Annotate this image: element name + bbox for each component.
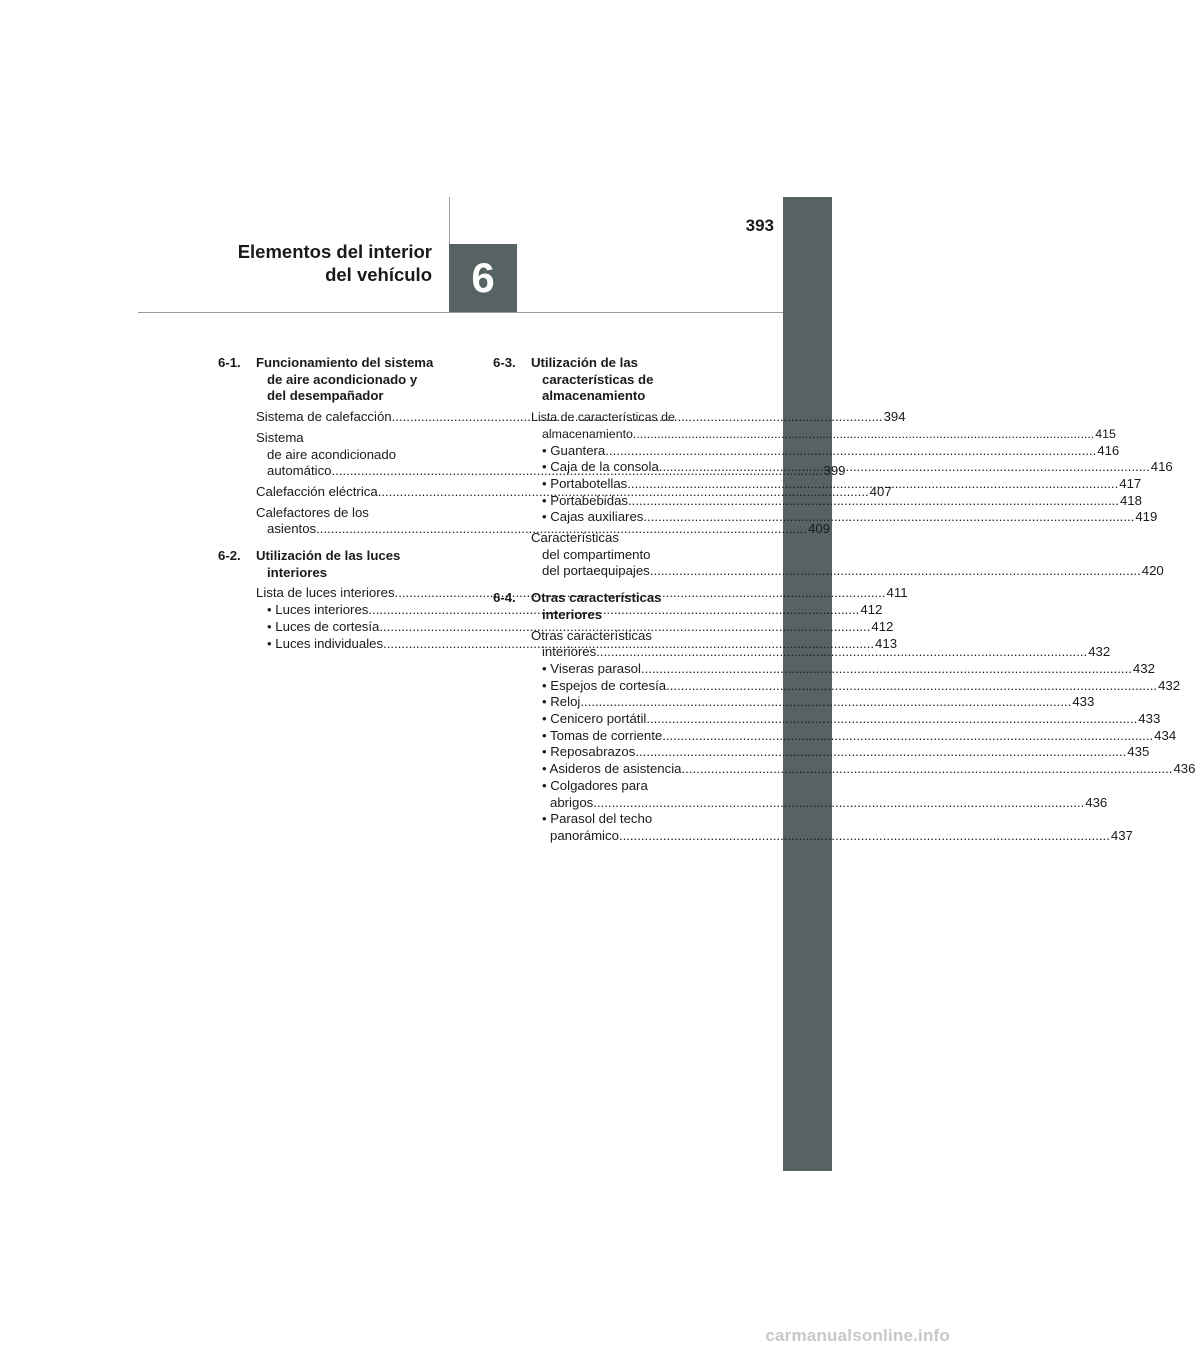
section-heading (218, 355, 467, 405)
toc-entry[interactable] (256, 602, 883, 619)
section-number: 6-4. (493, 590, 516, 606)
leader-dots (628, 493, 1119, 508)
entry-label: del compartimento (542, 546, 651, 562)
toc-entry[interactable] (531, 660, 1155, 678)
side-tab-notch (818, 1171, 832, 1172)
section-title-line: Utilización de las luces (256, 548, 401, 564)
entry-page: 409 (808, 521, 831, 537)
entry-label: interiores (542, 644, 597, 660)
entry-label: • Caja de la consola (542, 459, 659, 475)
entry-page: 432 (1158, 677, 1181, 693)
entry-page: 413 (875, 635, 898, 651)
entry-label: • Espejos de cortesía (542, 677, 667, 693)
header-divider (138, 312, 783, 313)
entry-page: 435 (1127, 744, 1150, 760)
entry-label: de aire acondicionado (267, 446, 397, 462)
entry-page: 433 (1138, 711, 1161, 727)
section-title-line: interiores (542, 606, 603, 622)
entry-label: • Luces de cortesía (267, 618, 380, 634)
entry-page: 433 (1072, 694, 1095, 710)
entry-label: • Luces individuales (267, 635, 384, 651)
leader-dots (662, 728, 1153, 743)
section-title-line: características de (542, 371, 654, 387)
entry-page: 420 (1141, 563, 1164, 579)
entry-page: 411 (886, 585, 908, 601)
entry-page: 416 (1150, 459, 1173, 475)
leader-dots (659, 459, 1150, 474)
entry-label: • Viseras parasol (542, 660, 641, 676)
chapter-title-line-2: del vehículo (325, 264, 432, 285)
entry-page: 418 (1119, 492, 1142, 508)
entry-page: 437 (1110, 827, 1133, 843)
leader-dots (635, 744, 1126, 759)
entry-label: • Asideros de asistencia (542, 761, 682, 777)
leader-dots (633, 427, 1094, 441)
entry-label: abrigos (550, 794, 594, 810)
toc-entry[interactable] (531, 492, 1142, 510)
leader-dots (666, 678, 1157, 693)
leader-dots (627, 476, 1118, 491)
entry-label: Lista de características de (531, 410, 675, 425)
section-title-line: Otras características (531, 590, 662, 606)
entry-page: 399 (823, 463, 846, 479)
page-number: 393 (745, 216, 774, 235)
entry-label: • Parasol del techo (542, 811, 653, 827)
entry-label: • Reloj (542, 694, 581, 710)
entry-page: 415 (1095, 426, 1116, 441)
section-title-line: de aire acondicionado y (267, 371, 418, 387)
entry-label: Otras características (531, 627, 652, 643)
entry-label: asientos (267, 521, 317, 537)
toc-entry[interactable] (531, 694, 1095, 711)
entry-label: • Tomas de corriente (542, 727, 663, 743)
leader-dots (641, 661, 1132, 676)
section-title (531, 590, 741, 623)
section-title-line: Funcionamiento del sistema (256, 355, 434, 370)
section-title-line: del desempañador (267, 388, 384, 404)
entry-page: 432 (1132, 660, 1155, 676)
toc-entry[interactable] (531, 777, 1108, 811)
leader-dots (682, 761, 1173, 776)
section-title-line: interiores (267, 564, 328, 580)
leader-dots (643, 509, 1134, 524)
section-title-line: Utilización de las (531, 355, 638, 370)
chapter-number-badge (449, 244, 517, 312)
toc-entry[interactable] (531, 811, 1133, 844)
entry-page: 432 (1088, 644, 1111, 660)
entry-label: • Reposabrazos (542, 744, 636, 760)
toc-entry[interactable] (531, 711, 1161, 728)
entry-label: Sistema de calefacción (256, 409, 392, 425)
entry-label: • Portabebidas (542, 492, 628, 508)
leader-dots (593, 795, 1084, 810)
entry-label: • Luces interiores (267, 602, 369, 618)
toc-entry[interactable] (531, 442, 1120, 460)
entry-label: Calefacción eléctrica (256, 483, 378, 499)
entry-page: 434 (1154, 727, 1177, 743)
leader-dots (596, 644, 1087, 659)
section-title-line: almacenamiento (542, 388, 646, 404)
entry-label: panorámico (550, 827, 619, 843)
toc-entry[interactable] (531, 677, 1181, 695)
entry-label: • Portabotellas (542, 475, 628, 491)
chapter-title-line-1: Elementos del interior (237, 241, 432, 262)
section-number: 6-2. (218, 548, 241, 564)
entry-page: 394 (883, 409, 906, 425)
entry-page: 436 (1085, 794, 1108, 810)
leader-dots (580, 694, 1071, 709)
entry-label: • Cajas auxiliares (542, 509, 644, 525)
entry-page: 412 (871, 618, 894, 634)
leader-dots (650, 563, 1141, 578)
leader-dots (619, 828, 1110, 843)
entry-page: 436 (1173, 761, 1195, 777)
toc-entry[interactable] (531, 530, 1164, 580)
entry-label: • Guantera (542, 442, 606, 458)
entry-label: Características (531, 530, 619, 546)
section-number: 6-3. (493, 355, 516, 370)
header-vertical-divider (449, 197, 450, 244)
section-title (256, 548, 467, 581)
entry-label: Lista de luces interiores (256, 585, 395, 601)
site-watermark: carmanualsonline.info (765, 1326, 950, 1345)
section-heading (493, 590, 741, 623)
section-title (531, 355, 741, 405)
section-number: 6-1. (218, 355, 241, 370)
entry-page: 407 (869, 483, 892, 499)
entry-page: 412 (860, 602, 883, 618)
entry-label: • Cenicero portátil (542, 711, 647, 727)
section-title (256, 355, 467, 405)
entry-page: 416 (1097, 442, 1120, 458)
chapter-title (200, 240, 432, 286)
entry-label: almacenamiento (542, 426, 633, 441)
entry-label: Calefactores de los (256, 504, 369, 520)
entry-label: • Colgadores para (542, 777, 648, 793)
leader-dots (646, 711, 1137, 726)
section-heading (493, 355, 741, 405)
entry-page: 419 (1135, 509, 1158, 525)
toc-entry[interactable] (531, 727, 1177, 745)
entry-page: 417 (1119, 475, 1142, 491)
toc-entry[interactable] (531, 761, 1195, 778)
entry-label: automático (267, 463, 332, 479)
chapter-number: 6 (471, 254, 495, 301)
entry-label: Sistema (256, 429, 304, 445)
entry-label: del portaequipajes (542, 563, 650, 579)
leader-dots (605, 443, 1096, 458)
toc-entry[interactable] (531, 509, 1158, 526)
toc-entry[interactable] (531, 744, 1150, 761)
section-heading (218, 548, 467, 581)
